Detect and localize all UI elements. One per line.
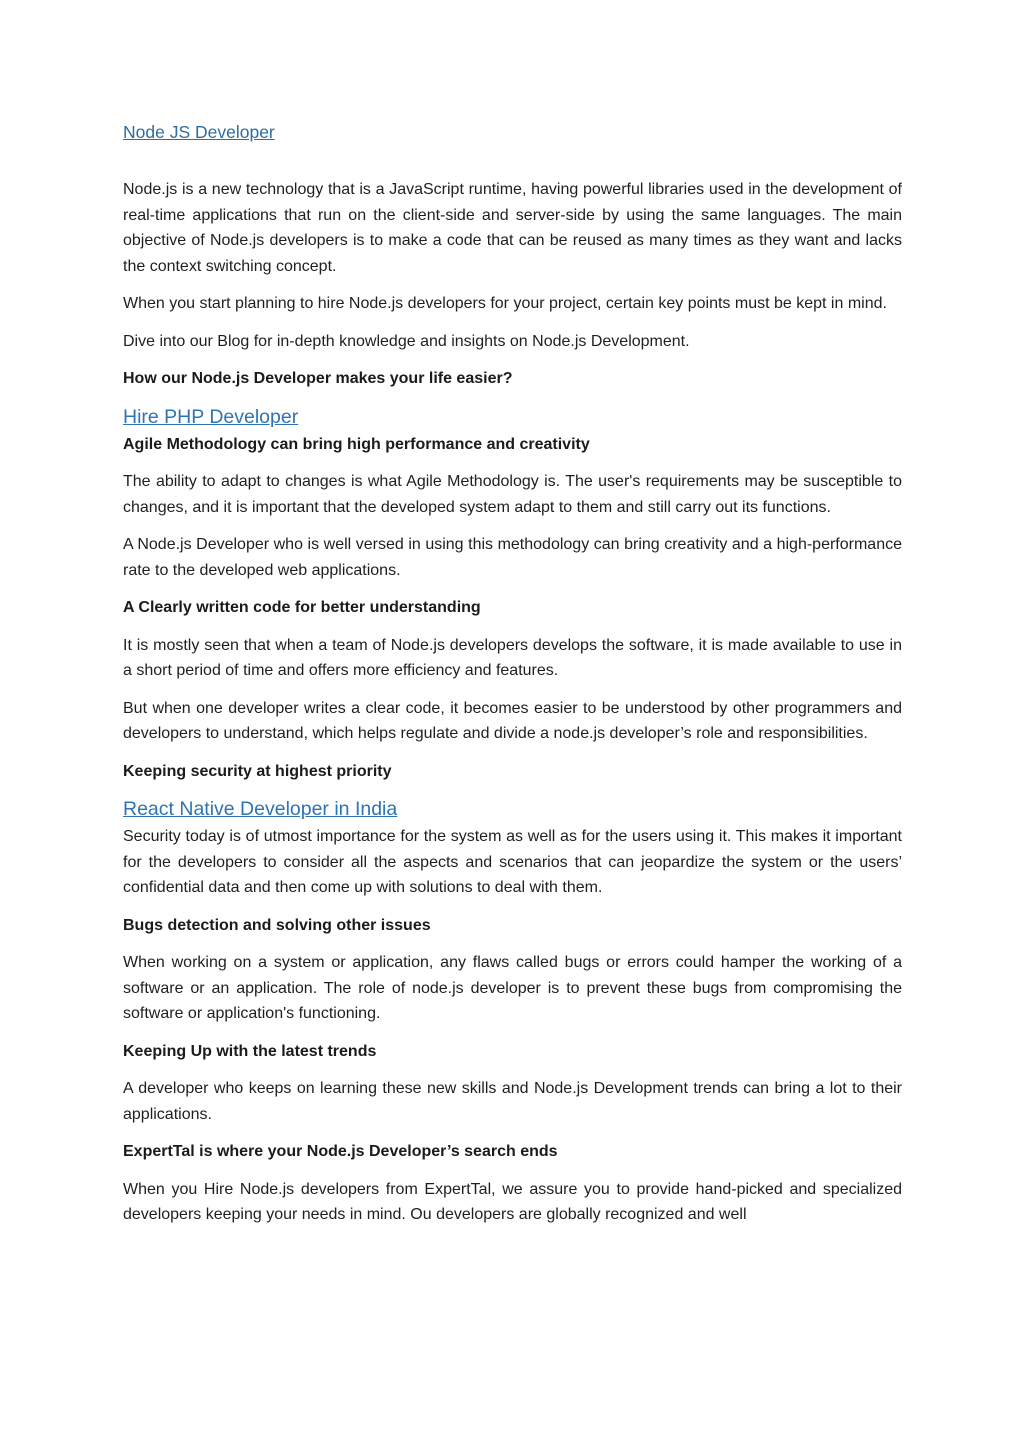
paragraph-agile-adapt: The ability to adapt to changes is what Agile Methodology is. The user's requirements may be susceptible to changes, and it is important that the developed system adapt to them and still carry out its functions.: [123, 473, 902, 516]
paragraph-learning-trends: A developer who keeps on learning these new skills and Node.js Development trends can bring a lot to their applications.: [123, 1080, 902, 1123]
link-react-native-developer[interactable]: React Native Developer in India: [123, 798, 398, 820]
paragraph-hiring-key-points: When you start planning to hire Node.js developers for your project, certain key points must be kept in mind.: [123, 295, 887, 312]
heading-bugs-detection: Bugs detection and solving other issues: [123, 916, 431, 934]
paragraph-bugs-role: When working on a system or application, any flaws called bugs or errors could hamper the working of a software or an application. The role of node.js developer is to prevent these bugs from compromising the software or application's functioning.: [123, 954, 902, 1022]
link-hire-php-developer[interactable]: Hire PHP Developer: [123, 405, 299, 428]
paragraph-experttal-hire: When you Hire Node.js developers from ExpertTal, we assure you to provide hand-picked and specialized developers keeping your needs in mind. Ou developers are globally recognized and well: [123, 1180, 902, 1223]
heading-life-easier: How our Node.js Developer makes your life easier?: [123, 370, 513, 387]
heading-experttal-search: ExpertTal is where your Node.js Developer’s search ends: [123, 1143, 558, 1160]
link-node-js-developer[interactable]: Node JS Developer: [123, 122, 275, 142]
document-content: [123, 121, 902, 1240]
paragraph-agile-creativity: A Node.js Developer who is well versed in using this methodology can bring creativity and a high-performance rate to the developed web applications.: [123, 536, 902, 579]
heading-clear-code: A Clearly written code for better understanding: [123, 599, 481, 616]
paragraph-blog-cta: Dive into our Blog for in-depth knowledge and insights on Node.js Development.: [123, 332, 690, 350]
paragraph-clear-code-role: But when one developer writes a clear code, it becomes easier to be understood by other programmers and developers to understand, which helps regulate and divide a node.js developer’s role and responsibilities.: [123, 699, 902, 742]
heading-agile-methodology: Agile Methodology can bring high performance and creativity: [123, 435, 590, 453]
paragraph-security-importance: Security today is of utmost importance for the system as well as for the users using it. This makes it important for the developers to consider all the aspects and scenarios that can jeopardize the system or the users’ confidential data and then come up with solutions to deal with them.: [123, 828, 902, 896]
paragraph-nodejs-intro: Node.js is a new technology that is a JavaScript runtime, having powerful libraries used in the development of real-time applications that run on the client-side and server-side by using the same languages. The main objective of Node.js developers is to make a code that can be reused as many times as they want and lacks the context switching concept.: [123, 181, 902, 275]
heading-latest-trends: Keeping Up with the latest trends: [123, 1042, 377, 1060]
heading-security-priority: Keeping security at highest priority: [123, 762, 392, 780]
paragraph-team-software: It is mostly seen that when a team of Node.js developers develops the software, it is made available to use in a short period of time and offers more efficiency and features.: [123, 636, 902, 679]
